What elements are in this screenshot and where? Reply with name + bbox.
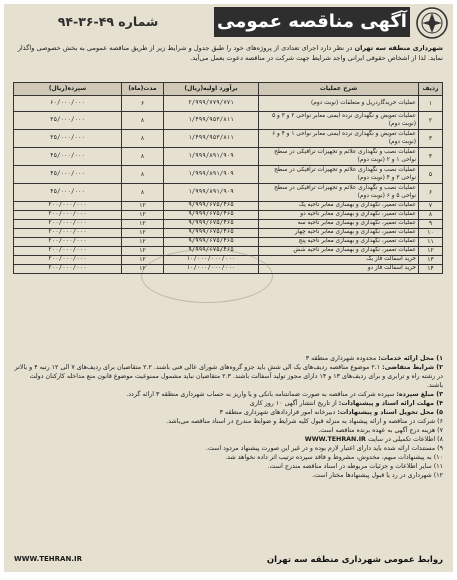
estimate-cell: ۹/۹۹۹/۶۷۵/۴۶۵ bbox=[164, 220, 259, 229]
row-number-cell: ۱۴ bbox=[419, 265, 443, 274]
duration-cell: ۸ bbox=[122, 130, 164, 148]
condition-1: ۱) محل ارائه خدمات: محدوده شهرداری منطقه ۳ bbox=[305, 355, 443, 362]
deposit-cell: ۲۰۰/۰۰۰/۰۰۰ bbox=[14, 211, 122, 220]
header bbox=[4, 4, 453, 42]
row-number-cell: ۷ bbox=[419, 202, 443, 211]
intro-org: شهرداری منطقه سه تهران bbox=[354, 44, 443, 52]
table-row bbox=[14, 166, 443, 184]
col-header-duration: مدت(ماه) bbox=[122, 83, 164, 96]
footer-signature: روابط عمومی شهرداری منطقه سه تهران bbox=[266, 555, 443, 565]
condition-3: ۳) مبلغ سپرده: سپرده شرکت در مناقصه به صورت ضمانتنامه بانکی و یا واریز به حساب شهرداری منطقه ۳ ارائه گردد. bbox=[126, 391, 443, 398]
row-number-cell: ۱ bbox=[419, 96, 443, 112]
table-row bbox=[14, 265, 443, 274]
deposit-cell: ۴۵/۰۰۰/۰۰۰ bbox=[14, 184, 122, 202]
row-number-cell: ۱۱ bbox=[419, 238, 443, 247]
deposit-cell: ۴۵/۰۰۰/۰۰۰ bbox=[14, 166, 122, 184]
deposit-cell: ۴۵/۰۰۰/۰۰۰ bbox=[14, 148, 122, 166]
description-cell: عملیات نصب و نگهداری علائم و تجهیزات ترافیکی در سطح نواحی ۳ و ۴ (نوبت دوم) bbox=[259, 166, 419, 184]
title-box bbox=[14, 7, 410, 37]
municipality-logo-icon bbox=[415, 6, 449, 40]
table-row bbox=[14, 220, 443, 229]
duration-cell: ۱۲ bbox=[122, 265, 164, 274]
condition-7: ۷) هزینه درج آگهی به عهده برنده مناقصه است. bbox=[318, 427, 443, 434]
estimate-cell: ۱۰/۰۰۰/۰۰۰/۰۰۰ bbox=[164, 265, 259, 274]
intro-text: در نظر دارد اجرای تعدادی از پروژه‌های خود را طبق جدول و شرایط زیر از طریق مناقصه عمومی به بخش خصوصی واگذار نماید. لذا از اشخاص حقوقی ایرانی واجد شرایط جهت شرکت در مناقصه دعوت بعمل می‌آید. bbox=[17, 44, 443, 62]
deposit-cell: ۲۰۰/۰۰۰/۰۰۰ bbox=[14, 265, 122, 274]
estimate-cell: ۱۰/۰۰۰/۰۰۰/۰۰۰ bbox=[164, 256, 259, 265]
condition-5: ۵) محل تحویل اسناد و پیشنهادات: دبیرخانه امور قراردادهای شهرداری منطقه ۳ bbox=[219, 409, 443, 416]
condition-8: ۸) اطلاعات تکمیلی در سایت WWW.TEHRAN.IR bbox=[304, 436, 443, 443]
col-header-estimate: برآورد اولیه(ریال) bbox=[164, 83, 259, 96]
col-header-row-number: ردیف bbox=[419, 83, 443, 96]
description-cell: عملیات تعمیر، نگهداری و بهسازی معابر ناحیه چهار bbox=[259, 229, 419, 238]
duration-cell: ۱۲ bbox=[122, 211, 164, 220]
deposit-cell: ۲۰۰/۰۰۰/۰۰۰ bbox=[14, 247, 122, 256]
condition-9: ۹) مستندات ارائه شده باید دارای اعتبار لازم بوده و در غیر این صورت پیشنهاد مردود است. bbox=[205, 445, 443, 452]
deposit-cell: ۳۵/۰۰۰/۰۰۰ bbox=[14, 130, 122, 148]
table-row bbox=[14, 112, 443, 130]
deposit-cell: ۲۰۰/۰۰۰/۰۰۰ bbox=[14, 238, 122, 247]
footer bbox=[14, 553, 443, 569]
row-number-cell: ۶ bbox=[419, 184, 443, 202]
row-number-cell: ۱۳ bbox=[419, 256, 443, 265]
description-cell: خرید آسفالت فاز یک bbox=[259, 256, 419, 265]
description-cell: عملیات تعمیر، نگهداری و بهسازی معابر ناحیه یک bbox=[259, 202, 419, 211]
table-row bbox=[14, 130, 443, 148]
description-cell: عملیات تعمیر، نگهداری و بهسازی معابر ناحیه دو bbox=[259, 211, 419, 220]
tender-table bbox=[13, 82, 443, 274]
description-cell: عملیات خریدگاردریل و متعلقات (نوبت دوم) bbox=[259, 96, 419, 112]
table-row bbox=[14, 96, 443, 112]
duration-cell: ۸ bbox=[122, 184, 164, 202]
duration-cell: ۸ bbox=[122, 166, 164, 184]
estimate-cell: ۱/۴۹۹/۹۵۳/۸۱۱ bbox=[164, 130, 259, 148]
estimate-cell: ۲/۹۹۹/۷۷۹/۷۷۱ bbox=[164, 96, 259, 112]
table-row bbox=[14, 247, 443, 256]
row-number-cell: ۸ bbox=[419, 211, 443, 220]
condition-6: ۶) شرکت در مناقصه و ارائه پیشنهاد به منزله قبول کلیه شرایط و ضوابط مندرج در اسناد مناقصه می‌باشد. bbox=[166, 418, 443, 425]
description-cell: عملیات تعویض و نگهداری نرده ایمنی معابر نواحی ۲ و ۳ و ۵ (نوبت دوم) bbox=[259, 112, 419, 130]
description-cell: عملیات نصب و نگهداری علائم و تجهیزات ترافیکی در سطح نواحی ۵ و ۶ (نوبت دوم) bbox=[259, 184, 419, 202]
description-cell: خرید آسفالت فاز دو bbox=[259, 265, 419, 274]
table-row bbox=[14, 229, 443, 238]
estimate-cell: ۹/۹۹۹/۶۷۵/۴۶۵ bbox=[164, 247, 259, 256]
row-number-cell: ۴ bbox=[419, 148, 443, 166]
table-row bbox=[14, 202, 443, 211]
description-cell: عملیات نصب و نگهداری علائم و تجهیزات ترافیکی در سطح نواحی ۱ و ۲ (نوبت دوم) bbox=[259, 148, 419, 166]
notice-number: شماره ۴۹-۳۶-۹۴ bbox=[57, 14, 159, 29]
duration-cell: ۱۲ bbox=[122, 220, 164, 229]
footer-website-link[interactable]: WWW.TEHRAN.IR bbox=[14, 555, 82, 563]
deposit-cell: ۳۵/۰۰۰/۰۰۰ bbox=[14, 112, 122, 130]
estimate-cell: ۱/۹۹۹/۸۹۱/۹۰۹ bbox=[164, 184, 259, 202]
row-number-cell: ۲ bbox=[419, 112, 443, 130]
row-number-cell: ۳ bbox=[419, 130, 443, 148]
notice-title: آگهی مناقصه عمومی bbox=[214, 7, 410, 37]
estimate-cell: ۱/۹۹۹/۸۹۱/۹۰۹ bbox=[164, 166, 259, 184]
estimate-cell: ۹/۹۹۹/۶۷۵/۴۶۵ bbox=[164, 202, 259, 211]
conditions-website-link[interactable]: WWW.TEHRAN.IR bbox=[304, 436, 366, 443]
table-row bbox=[14, 238, 443, 247]
duration-cell: ۱۲ bbox=[122, 247, 164, 256]
col-header-deposit: سپرده(ریال) bbox=[14, 83, 122, 96]
conditions-section bbox=[14, 354, 443, 480]
deposit-cell: ۲۰۰/۰۰۰/۰۰۰ bbox=[14, 220, 122, 229]
description-cell: عملیات تعمیر، نگهداری و بهسازی معابر ناحیه شش bbox=[259, 247, 419, 256]
row-number-cell: ۱۰ bbox=[419, 229, 443, 238]
estimate-cell: ۱/۴۹۹/۹۵۳/۸۱۱ bbox=[164, 112, 259, 130]
condition-11: ۱۱) سایر اطلاعات و جزئیات مربوطه در اسناد مناقصه مندرج است. bbox=[267, 463, 443, 470]
row-number-cell: ۵ bbox=[419, 166, 443, 184]
table-row bbox=[14, 184, 443, 202]
duration-cell: ۸ bbox=[122, 148, 164, 166]
duration-cell: ۶ bbox=[122, 96, 164, 112]
row-number-cell: ۱۲ bbox=[419, 247, 443, 256]
intro-paragraph bbox=[14, 44, 443, 63]
estimate-cell: ۹/۹۹۹/۶۷۵/۴۶۵ bbox=[164, 229, 259, 238]
estimate-cell: ۹/۹۹۹/۶۷۵/۴۶۵ bbox=[164, 238, 259, 247]
row-number-cell: ۹ bbox=[419, 220, 443, 229]
table-header-row bbox=[14, 83, 443, 96]
duration-cell: ۱۲ bbox=[122, 238, 164, 247]
duration-cell: ۱۲ bbox=[122, 256, 164, 265]
table-row bbox=[14, 148, 443, 166]
deposit-cell: ۲۰۰/۰۰۰/۰۰۰ bbox=[14, 229, 122, 238]
condition-10: ۱۰) به پیشنهادات مبهم، مخدوش، مشروط و فاقد سپرده ترتیب اثر داده نخواهد شد. bbox=[225, 454, 443, 461]
description-cell: عملیات تعمیر، نگهداری و بهسازی معابر ناحیه سه bbox=[259, 220, 419, 229]
deposit-cell: ۶۰/۰۰۰/۰۰۰ bbox=[14, 96, 122, 112]
table-row bbox=[14, 256, 443, 265]
duration-cell: ۱۲ bbox=[122, 229, 164, 238]
description-cell: عملیات تعویض و نگهداری نرده ایمنی معابر نواحی ۱ و ۴ و ۶ (نوبت دوم) bbox=[259, 130, 419, 148]
duration-cell: ۸ bbox=[122, 112, 164, 130]
description-cell: عملیات تعمیر، نگهداری و بهسازی معابر ناحیه پنج bbox=[259, 238, 419, 247]
estimate-cell: ۱/۹۹۹/۸۹۱/۹۰۹ bbox=[164, 148, 259, 166]
duration-cell: ۱۲ bbox=[122, 202, 164, 211]
tender-notice bbox=[4, 4, 453, 572]
deposit-cell: ۲۰۰/۰۰۰/۰۰۰ bbox=[14, 202, 122, 211]
condition-2: ۲) شرایط متقاضی: ۲.۱ موضوع مناقصه ردیف‌های یک الی شش باید جزو گروه‌های شورای عالی فنی باشند. ۲.۲ متقاضیان برای ردیف‌های ۷ الی ۱۲ رتبه ۴ و بالاتر در رشته راه و ترابری و برای ردیف‌های ۱۳ و ۱۴ دارای مجوز تولید آسفالت باشند. ۲.۳ متقاضیان نباید مشمول ممنوعیت موضوع قانون منع مداخله کارکنان دولت باشند. bbox=[14, 364, 443, 389]
condition-4: ۴) مهلت ارائه اسناد و پیشنهادات: از تاریخ انتشار آگهی ۱۰ روز کاری bbox=[249, 400, 443, 407]
table-row bbox=[14, 211, 443, 220]
estimate-cell: ۹/۹۹۹/۶۷۵/۴۶۵ bbox=[164, 211, 259, 220]
col-header-description: شرح عملیات bbox=[259, 83, 419, 96]
condition-12: ۱۲) شهرداری در رد یا قبول پیشنهادها مختار است. bbox=[311, 472, 443, 479]
deposit-cell: ۲۰۰/۰۰۰/۰۰۰ bbox=[14, 256, 122, 265]
